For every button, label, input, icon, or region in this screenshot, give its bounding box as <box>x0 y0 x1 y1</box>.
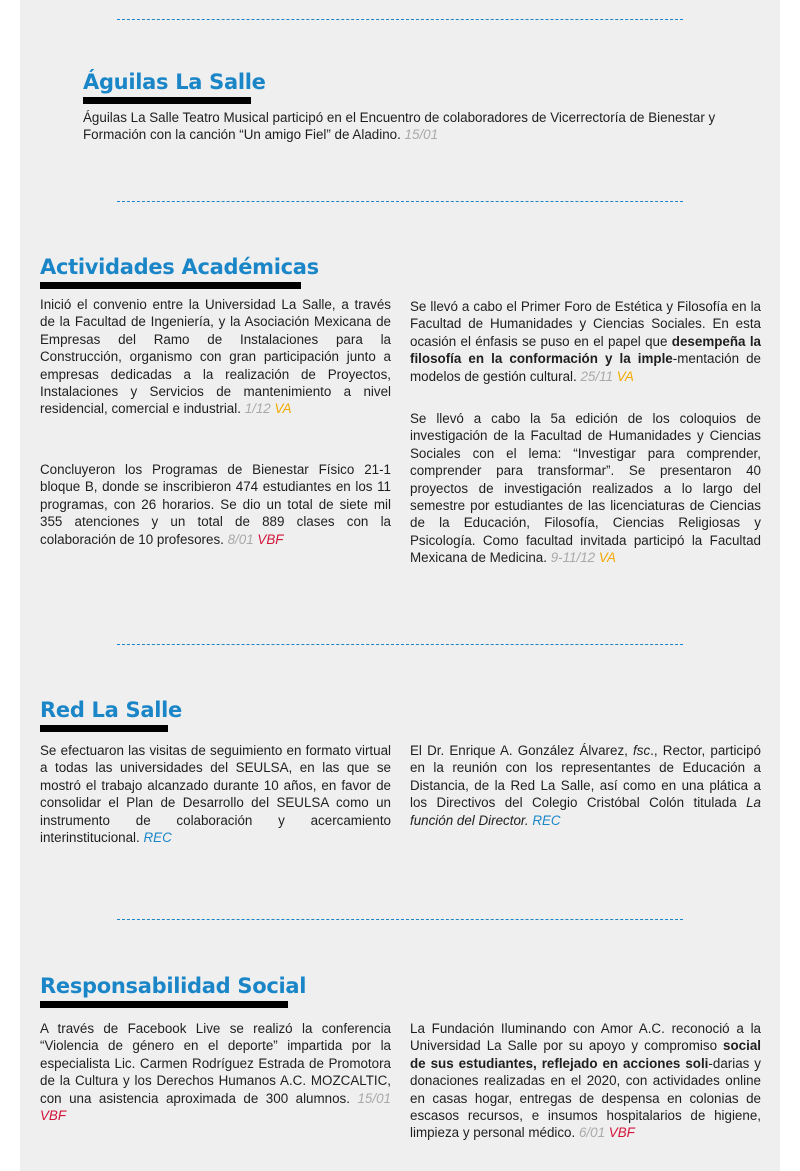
news-date: 6/01 <box>578 1125 606 1141</box>
news-text: Se efectuaron las visitas de seguimiento en formato virtual a todas las universidades del SEULSA, en las que se mostró el trabajo alcanzado durante 10 años, en favor de consolidar el Plan de Desarrollo del SEULSA como un instrumento de colaboración y acercamiento interinstitucional. <box>40 743 391 846</box>
news-tag: VA <box>616 368 634 384</box>
news-text: Inició el convenio entre la Universidad La Salle, a través de la Facultad de Ingeniería, y la Asociación Mexicana de Empresas del Ramo de Instalaciones para la Construcción, organismo con gran participación junto a empresas dedicadas a la realización de Proyectos, Instalaciones y Servicios de mantenimiento a nivel residencial, comercial e industrial. <box>40 297 391 417</box>
news-text: La Fundación Iluminando con Amor A.C. reconoció a la Universidad La Salle por su apoyo y compromiso <box>410 1021 761 1054</box>
news-text: ., Rector, participó en la reunión con los representantes de Educación a Distancia, de la Red La Salle, así como en una plática a los Directivos del Colegio Cristóbal Colón titulada <box>410 743 761 811</box>
news-date: 9-11/12 <box>550 550 596 566</box>
news-item: Se llevó a cabo el Primer Foro de Estética y Filosofía en la Facultad de Humanidades y Ciencias Sociales. En esta ocasión el énfasis se puso en el papel que desempeña la filosofía en la conformación y la imple-mentación de modelos de gestión cultural. 25/11 VA <box>410 299 761 384</box>
news-tag: REC <box>532 812 561 828</box>
news-text: Se llevó a cabo el Primer Foro de Estética y Filosofía en la Facultad de Humanidades y Ciencias Sociales. En esta ocasión el énfasis se puso en el papel que <box>410 299 761 349</box>
news-tag: REC <box>143 830 172 846</box>
section-divider <box>117 644 683 645</box>
section-title: Responsabilidad Social <box>40 974 307 998</box>
news-text-italic: La función del Director. <box>410 795 761 828</box>
news-date: 15/01 <box>357 1090 391 1106</box>
news-text: darias y donaciones realizadas en el 2020, con actividades online en casas hogar, entregas de despensa en colonias de escasos recursos, e insumos hospitalarios de higiene, limpieza y personal médico. <box>410 1055 761 1141</box>
title-underline-bar <box>40 725 168 732</box>
news-date: 25/11 <box>580 368 613 384</box>
news-tag: VBF <box>257 531 284 547</box>
title-underline-bar <box>83 97 251 104</box>
news-date: 1/12 <box>244 401 271 417</box>
section-title: Águilas La Salle <box>83 70 266 94</box>
news-item <box>83 109 723 144</box>
news-item <box>40 296 391 418</box>
news-text-emphasis: social de sus estudiantes, reflejado en acciones soli <box>410 1038 761 1071</box>
news-text: Concluyeron los Programas de Bienestar Físico 21-1 bloque B, donde se inscribieron 474 estudiantes en los 11 programas, con 26 horarios. Se dio un total de siete mil 355 atenciones y un total de 889 clases con la colaboración de 10 profesores. <box>40 462 391 547</box>
section-divider <box>117 919 683 920</box>
news-text: El Dr. Enrique A. González Álvarez, <box>410 743 634 758</box>
news-tag: VA <box>274 401 292 417</box>
news-tag: VA <box>598 550 616 566</box>
section-divider <box>117 19 683 20</box>
news-date: 8/01 <box>227 531 254 547</box>
news-item <box>410 410 761 567</box>
section-title: Actividades Académicas <box>40 255 319 279</box>
news-item <box>40 742 391 846</box>
news-text-italic: fsc <box>633 743 651 758</box>
news-item <box>40 1020 391 1124</box>
news-item <box>40 461 391 548</box>
news-text: Águilas La Salle Teatro Musical participó en el Encuentro de colaboradores de Vicerrectoría de Bienestar y Formación con la canción “Un amigo Fiel” de Aladino. <box>83 110 716 143</box>
news-text: mentación de modelos de gestión cultural. <box>410 351 761 384</box>
news-text-emphasis: desempeña la filosofía en la conformación y la imple <box>410 333 761 367</box>
news-date: 15/01 <box>404 127 439 143</box>
title-underline-bar <box>40 1001 288 1008</box>
news-item: La Fundación Iluminando con Amor A.C. reconoció a la Universidad La Salle por su apoyo y compromiso social de sus estudiantes, reflejado en acciones soli-darias y donaciones realizadas en el 2020, con actividades online en casas hogar, entregas de despensa en colonias de escasos recursos, e insumos hospitalarios de higiene, limpieza y personal médico. 6/01 VBF <box>410 1021 761 1141</box>
title-underline-bar <box>40 282 301 289</box>
news-text: A través de Facebook Live se realizó la conferencia “Violencia de género en el deporte” impartida por la especialista Lic. Carmen Rodríguez Estrada de Promotora de la Cultura y los Derechos Humanos A.C. MOZCALTIC, con una asistencia aproximada de 300 alumnos. <box>40 1021 391 1106</box>
news-tag: VBF <box>608 1125 635 1141</box>
news-item <box>410 742 761 829</box>
section-divider <box>117 201 683 202</box>
section-title: Red La Salle <box>40 698 182 722</box>
news-text: Se llevó a cabo la 5a edición de los coloquios de investigación de la Facultad de Humanidades y Ciencias Sociales con el lema: “Investigar para comprender, comprender para transformar”. Se presentaron 40 proyectos de investigación realizados a lo largo del semestre por estudiantes de las licenciaturas de Ciencias de la Educación, Filosofía, Ciencias Religiosas y Psicología. Como facultad invitada participó la Facultad Mexicana de Medicina. <box>410 411 761 566</box>
news-tag: VBF <box>40 1108 67 1124</box>
